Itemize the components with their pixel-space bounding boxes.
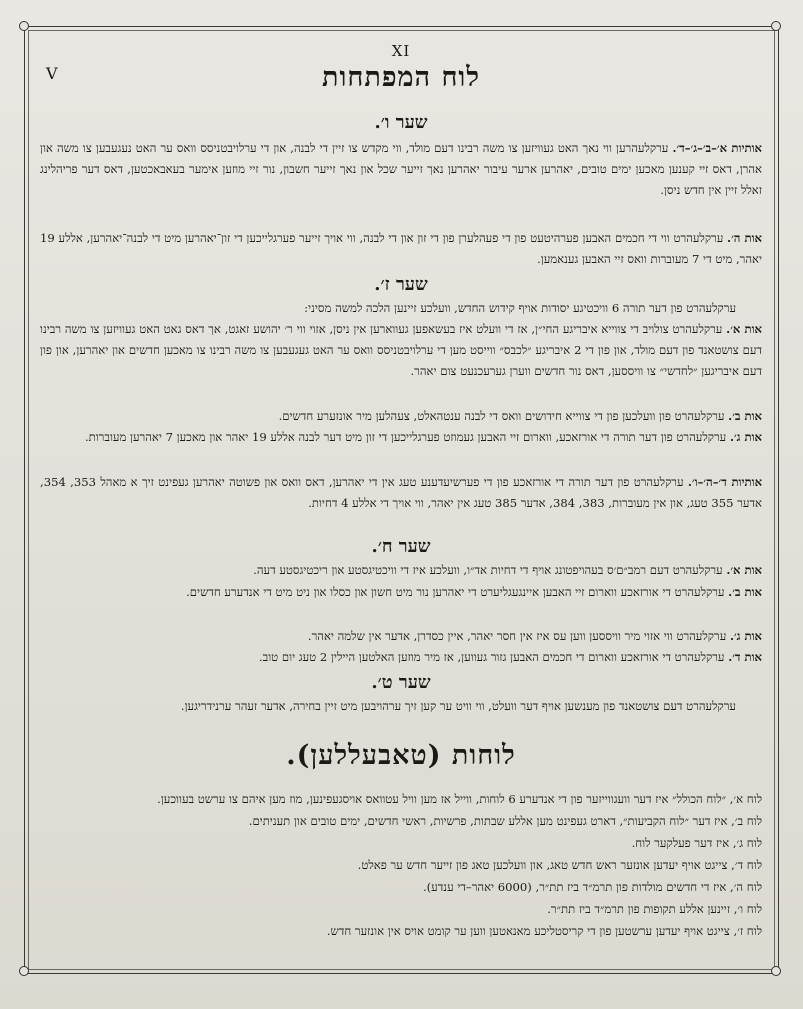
section-heading-8: שער ח׳. [371, 536, 431, 557]
corner-ornament-icon [771, 21, 781, 31]
paragraph-label: אות ד׳. [728, 650, 762, 664]
list-item: לוח ב׳, איז דער ״לוח הקביעות״, דארט געפינט מען אללע שבתות, פרשיות, ראשי חדשים, ימים טובים און תעניתים. [248, 814, 762, 828]
paragraph-text: ערקלעהרט פון וועלכען פון די צווייא חידושים וואס די לבנה ענטהאלט, צעהלען מיר אונזערע חדשים. [278, 409, 729, 423]
paragraph-label: אותיות א׳–ב׳–ג׳–ד׳. [672, 141, 762, 155]
section-6-paragraph-2 [40, 228, 762, 270]
section-9-paragraph [40, 696, 762, 717]
page-number-roman: V [46, 64, 58, 83]
section-6-paragraph-1 [40, 138, 762, 201]
corner-ornament-icon [19, 966, 29, 976]
section-7-paragraph-a [40, 319, 762, 382]
paragraph-text: ערקלעהרט פון דער תורה די אורזאכע פון די פערשיעדענע טעג אין די יאהרען, דאס וואס און פשוטה יאהרען געפינט זיך א מאהל 353, 354, אדער 355 טעג, און אין מעוברות, 383, 384, אדער 385 טעג אין יאהר, ווי אויך די אללע 4 דחיות. [40, 475, 762, 510]
tables-list [40, 788, 762, 942]
paragraph-text: ערקלעהרט פון דער תורה 6 וויכטיגע יסודות אויף קידוש החדש, וועלכע זיינען הלכה למשה מסיני: [304, 301, 736, 315]
list-item: לוח ד׳, צייגט אויף יעדען אונזער ראש חדש טאג, און וועלכען טאג פון זייער חדש ער פאלט. [357, 858, 762, 872]
paragraph-label: אותיות ד׳–ה׳–ו׳. [687, 475, 763, 489]
list-item: לוח ג׳, איז דער פעלקער לוח. [631, 836, 762, 850]
paragraph-text: ערקלעהרט פון דער תורה די אורזאכע, ווארום זיי האבען געמוזט פערגלייכען די זון מיט דער לבנה אללע 19 יאהר און מאכען 7 יאהרען מעוברות. [84, 430, 730, 444]
paragraph-text: ערקלעהרט דעם רמב״ם׳ס בעהויפטונג אויף די דחיות אד״ו, וועלכע איז די וויכטיגסטע און ריכטיגסטע דעה. [253, 563, 727, 577]
paragraph-label: אות ג׳. [729, 430, 762, 444]
list-item: לוח ז׳, צייגט אויף יעדען ערשטען פון די קריסטליכע מאנאטען ווען ער קומט אויס אין אונזער חדש. [326, 924, 762, 938]
paragraph-label: אות ה׳. [727, 231, 762, 245]
corner-ornament-icon [771, 966, 781, 976]
paragraph-text: ערקלעהרט צולויב די צווייא איבריגע החי״ן, אז די וועלט איז בעשאפען געווארען אין ניסן, אזוי ווי ר׳ יהושע זאגט, אך דאס גאט האט געוויזען צו משה רבינו דעם צושטאנד פון דעם מולד, און פון די 2 איבריגע ״לכבס״ ווייסט מען די ערלויבטניסס וואס ער האט געגעבען צו משה רבינו צו מאכען חדשים און יאהרען, און פון דעם איבריגען ״לחדשי״ צו וויססען, דאס נור חדשים ווערן גערעכנעט צום יאהר. [40, 322, 762, 378]
paragraph-text: ערקלעהרט ווי די חכמים האבען פערהיטעט פון די פעהלערן פון די זון און די לבנה, ווי אויך זייער פערגלייכען די זון־יאהרען מיט די לבנה־יאהרען, אללע 19 יאהר, מיט די 7 מעוברות וואס זיי האבען גענאמען. [40, 231, 762, 266]
section-8-paragraph-b [40, 582, 762, 603]
page-number-top: XI [391, 42, 411, 60]
page-title: לוח המפתחות [322, 62, 480, 93]
tables-title: לוחות (טאבעללען). [286, 740, 516, 771]
paragraph-label: אות ב׳. [728, 409, 762, 423]
paragraph-text: ערקלעהרט דעם צושטאנד פון מענשען אויף דער וועלט, ווי וויט ער קען זיך ערהויבען מיט זיין בחירה, אדער זעהר ערנידריגען. [180, 699, 736, 713]
list-item: לוח ה׳, איז די חדשים מולדות פון תרמ״ד ביז תת״ר, (6000 יאהר–די ענדע). [422, 880, 762, 894]
section-8-paragraph-a [40, 560, 762, 581]
section-7-paragraph-c [40, 427, 762, 448]
paragraph-text: ערקלעהרט די אורזאכע ווארום זיי האבען איינגעגליערט די יאהרען נור מיט חשון און כסלו און ניט מיט די אנדערע חדשים. [186, 585, 729, 599]
section-heading-6: שער ו׳. [374, 112, 428, 133]
list-item: לוח א׳, ״לוח הכולל״ איז דער וועגווייזער פון די אנדערע 6 לוחות, ווייל אז מען וויל עטוואס אויסגעפינען, מוז מען איהם צו ערשט בעווכען. [157, 792, 762, 806]
paragraph-label: אות א׳. [726, 563, 762, 577]
paragraph-text: ערקלעהרען ווי נאך האט געוויזען צו משה רבינו דעם מולד, ווי מקדש צו זיין די לבנה, און די ערלויבטניסס וואס ער האט נעגעבען צו משה און אהרן, דאס זיי קענען מאכען ימים טובים, יאהרען ארער עיבור יאהרען נאך זייער שכל און נאך זייער חשבון, נור זיי מוזען אימער בעאבאכטען, דאס דער פריהלינג זאלל זיין אין חדש ניסן. [40, 141, 762, 197]
page-content [40, 34, 762, 964]
paragraph-label: אות ב׳. [728, 585, 762, 599]
section-8-paragraph-d [40, 647, 762, 668]
paragraph-label: אות א׳. [726, 322, 762, 336]
paragraph-text: ערקלעהרט ווי אזוי מיר וויססען ווען עס איז אין חסר יאהר, איין כסדרן, אדער אין שלמה יאהר. [307, 629, 730, 643]
list-item: לוח ו׳, זיינען אללע תקופות פון תרמ״ד ביז תת״ר. [547, 902, 762, 916]
section-8-paragraph-c [40, 626, 762, 647]
section-heading-7: שער ז׳. [374, 274, 428, 295]
paragraph-label: אות ג׳. [729, 629, 762, 643]
section-heading-9: שער ט׳. [371, 672, 431, 693]
section-7-intro [40, 298, 762, 319]
section-7-paragraph-def [40, 472, 762, 514]
section-7-paragraph-b [40, 406, 762, 427]
corner-ornament-icon [19, 21, 29, 31]
paragraph-text: ערקלעהרט די אורזאכע ווארום די חכמים האבען גזור געווען, אז מיר מוזען האלטען היילין 2 טעג יום טוב. [258, 650, 729, 664]
